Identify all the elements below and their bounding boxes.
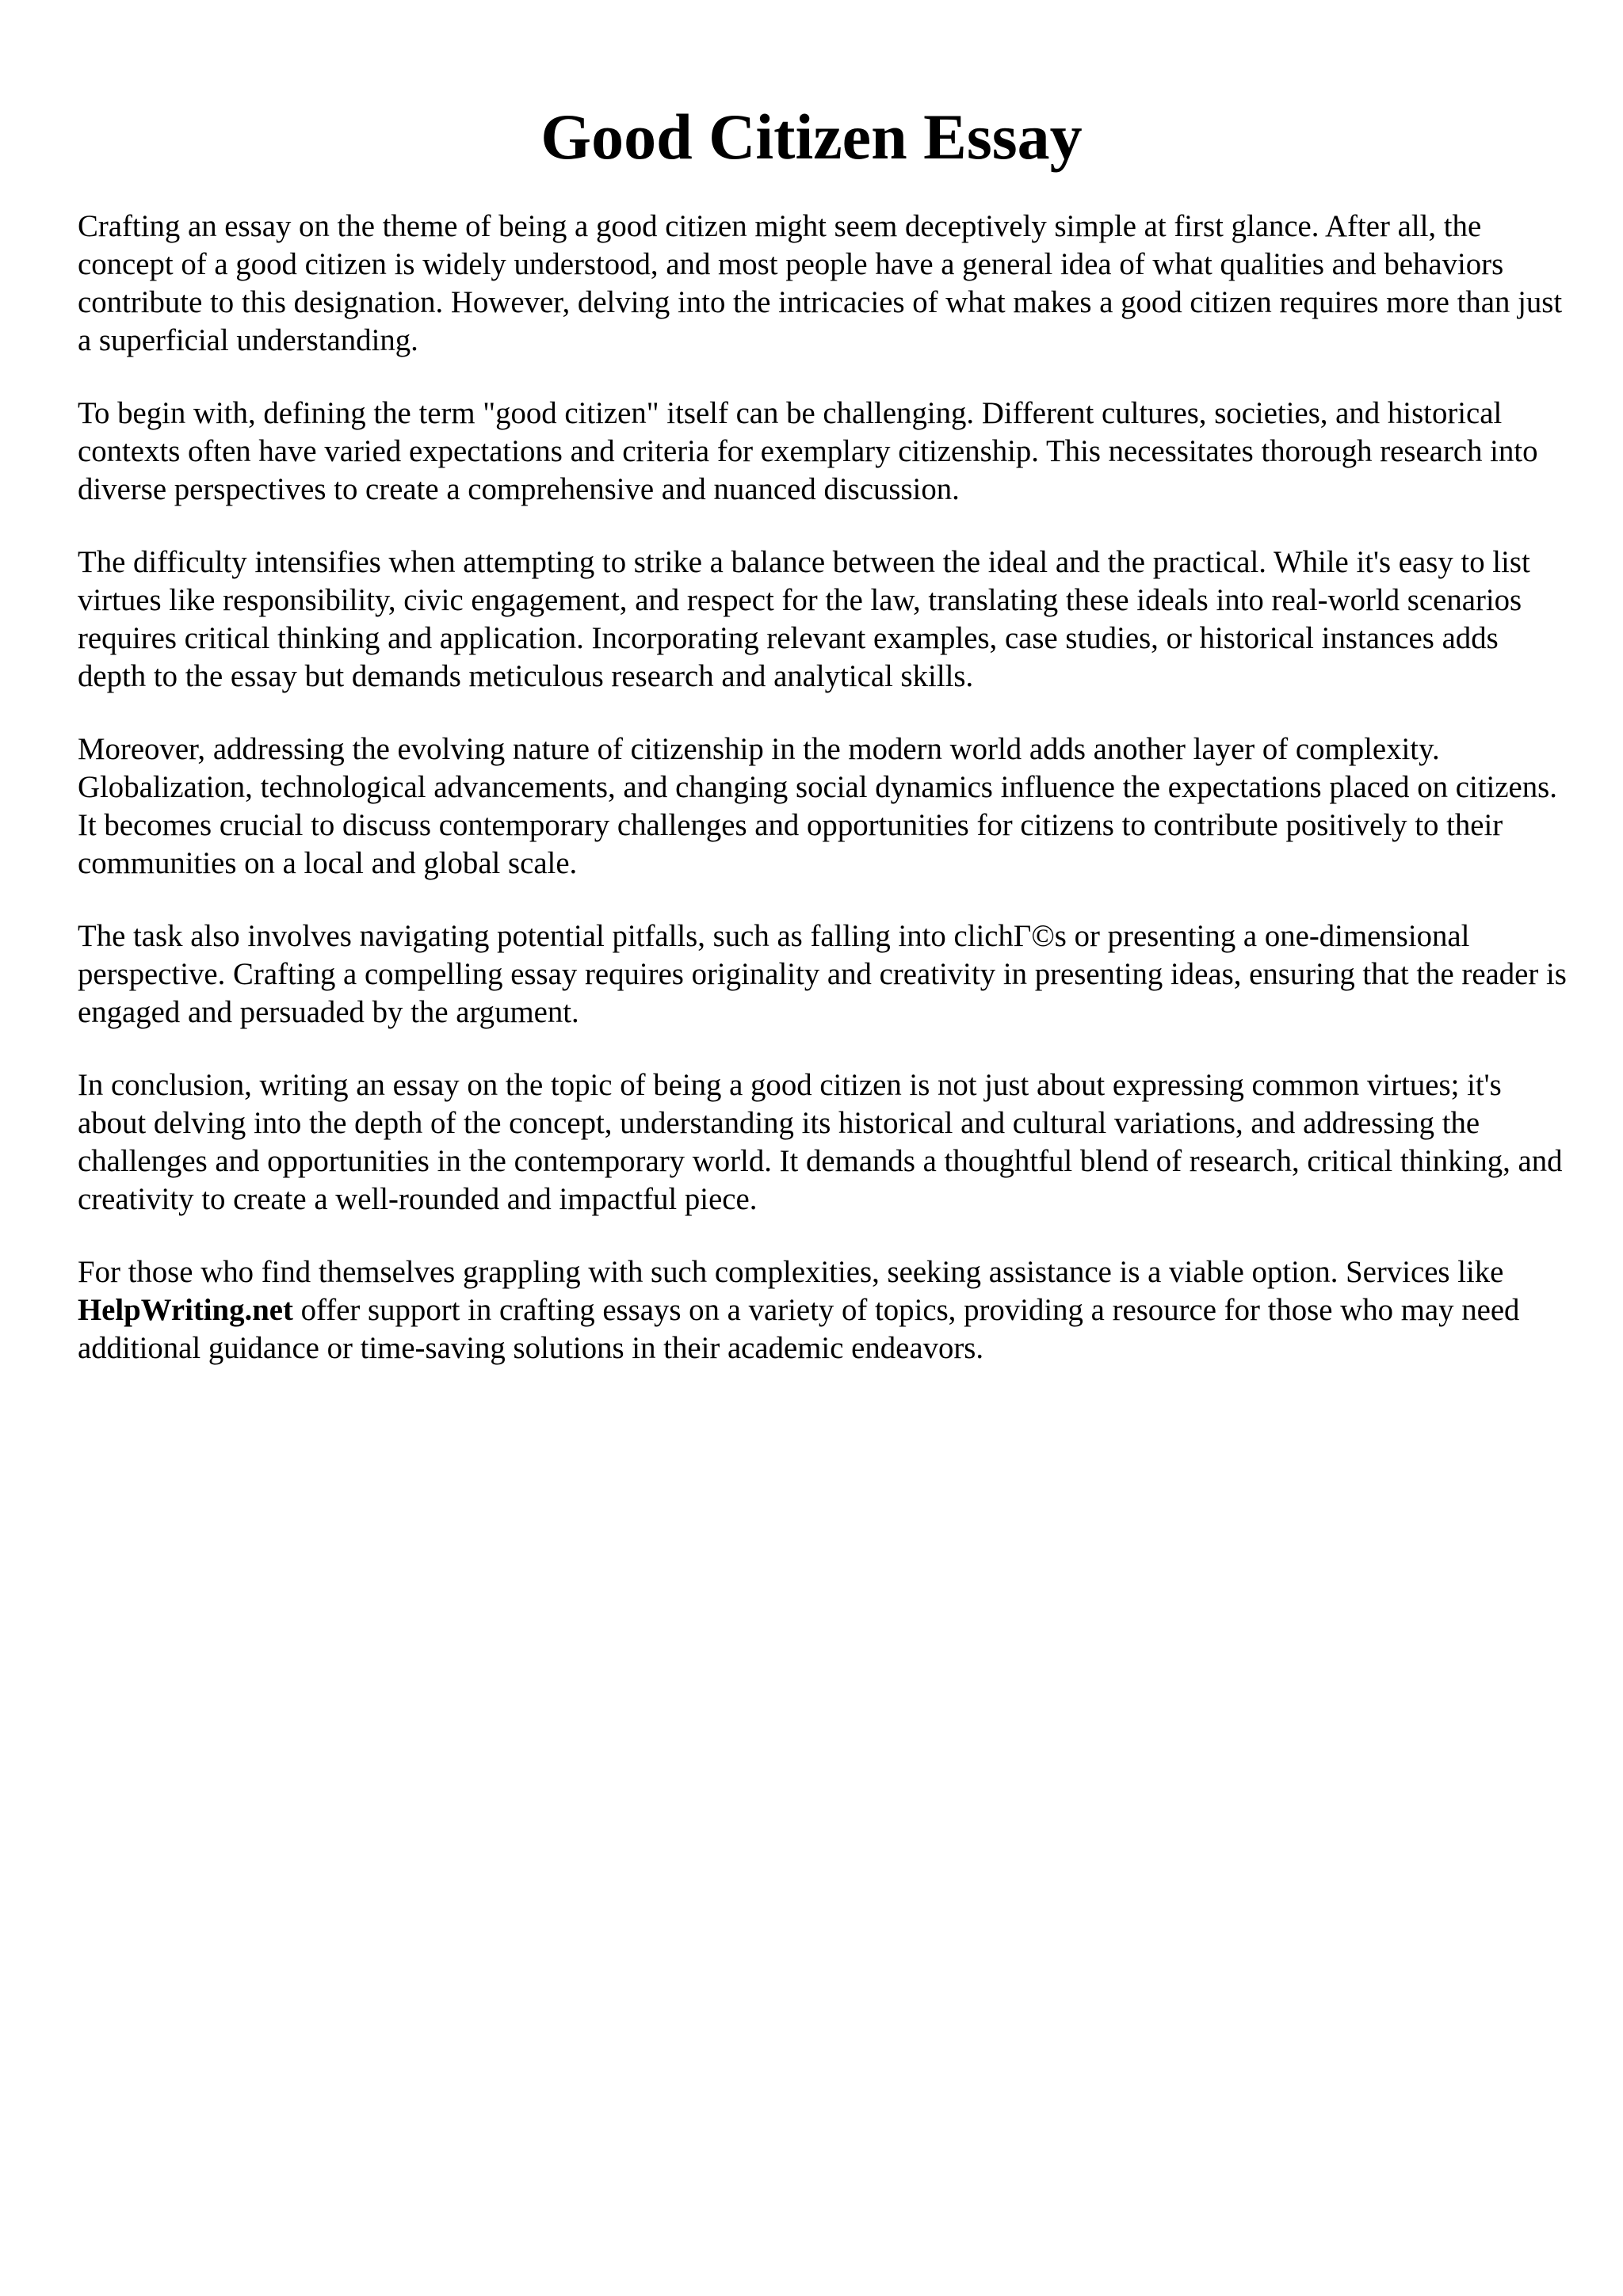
paragraph-definition: To begin with, defining the term "good citizen" itself can be challenging. Different cultures, societies, and historical contexts often have varied expectations and criteria for exemplary citizenship. This necessitates thorough research into diverse perspectives to create a comprehensive and nuanced discussion. <box>78 396 1538 506</box>
assistance-text-before: For those who find themselves grappling with such complexities, seeking assistance is a viable option. Services like <box>78 1255 1504 1289</box>
paragraph-pitfalls: The task also involves navigating potential pitfalls, such as falling into clichΓ©s or presenting a one-dimensional perspective. Crafting a compelling essay requires originality and creativity in presenting ideas, ensuring that the reader is engaged and persuaded by the argument. <box>78 919 1567 1029</box>
page-title: Good Citizen Essay <box>540 101 1083 173</box>
assistance-text-after: offer support in crafting essays on a variety of topics, providing a resource for those who may need additional guidance or time-saving solutions in their academic endeavors. <box>78 1293 1520 1365</box>
essay-body <box>78 208 1568 1402</box>
paragraph-assistance <box>78 1253 1568 1367</box>
paragraph-conclusion: In conclusion, writing an essay on the topic of being a good citizen is not just about expressing common virtues; it's about delving into the depth of the concept, understanding its historical and cultural variations, and addressing the challenges and opportunities in the contemporary world. It demands a thoughtful blend of research, critical thinking, and creativity to create a well-rounded and impactful piece. <box>78 1068 1563 1216</box>
brand-name: HelpWriting.net <box>78 1293 293 1327</box>
paragraph-balance: The difficulty intensifies when attempting to strike a balance between the ideal and the practical. While it's easy to list virtues like responsibility, civic engagement, and respect for the law, translating these ideals into real-world scenarios requires critical thinking and application. Incorporating relevant examples, case studies, or historical instances adds depth to the essay but demands meticulous research and analytical skills. <box>78 545 1530 693</box>
paragraph-intro: Crafting an essay on the theme of being a good citizen might seem deceptively simple at first glance. After all, the concept of a good citizen is widely understood, and most people have a general idea of what qualities and behaviors contribute to this designation. However, delving into the intricacies of what makes a good citizen requires more than just a superficial understanding. <box>78 209 1563 357</box>
paragraph-modern-world: Moreover, addressing the evolving nature of citizenship in the modern world adds another layer of complexity. Globalization, technological advancements, and changing social dynamics influence the expectations placed on citizens. It becomes crucial to discuss contemporary challenges and opportunities for citizens to contribute positively to their communities on a local and global scale. <box>78 732 1557 880</box>
